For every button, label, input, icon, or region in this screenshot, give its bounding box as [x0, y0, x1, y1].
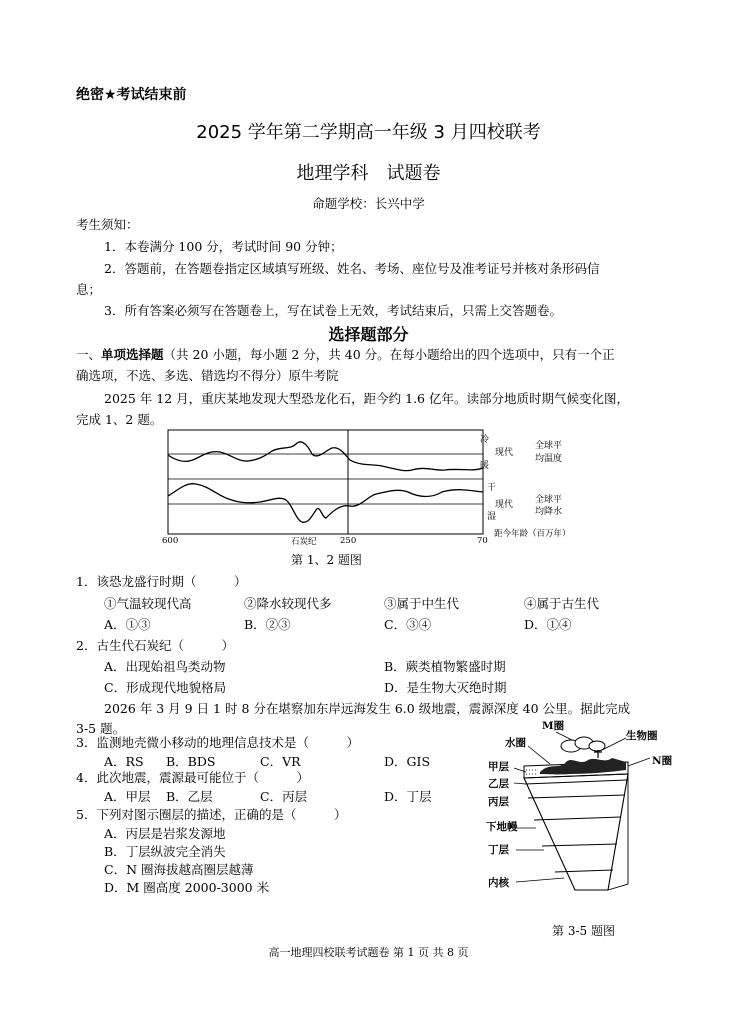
label-wet: 湿: [487, 512, 497, 522]
notice-heading: 考生须知：: [76, 217, 139, 232]
label-precip-line2: 均降水: [535, 507, 563, 517]
confidential-mark: 绝密★考试结束前: [76, 87, 187, 103]
passage1-line2: 完成 1、2 题。: [76, 412, 163, 427]
temperature-curve: [168, 442, 483, 471]
q4-choice-a: A．甲层: [104, 789, 151, 804]
setter-school: 命题学校：长兴中学: [312, 196, 425, 211]
tick-600: 600: [162, 536, 179, 546]
q4-stem: 4．此次地震，震源最可能位于（ ）: [76, 770, 309, 785]
figure1-caption: 第 1、2 题图: [291, 553, 362, 567]
q3-choice-c: C．VR: [260, 754, 301, 769]
passage2-line2: 3-5 题。: [76, 721, 126, 736]
boundary-yi-bing: [528, 795, 625, 798]
q5-choice-c: C．N 圈海拔越高圈层越薄: [104, 862, 254, 877]
q1-opt-1: ①气温较现代高: [104, 596, 192, 611]
notice-item-2-cont: 息；: [76, 282, 102, 297]
q4-choice-c: C．丙层: [260, 789, 308, 804]
figure2-caption: 第 3-5 题图: [552, 924, 615, 938]
q3-choice-a: A．RS: [104, 754, 144, 769]
label-modern-temp: 现代: [495, 448, 514, 458]
page-footer: 高一地理四校联考试题卷 第 1 页 共 8 页: [268, 946, 469, 959]
q3-choice-d: D．GIS: [384, 754, 431, 769]
passage1-line1: 2025 年 12 月，重庆某地发现大型恐龙化石，距今约 1.6 亿年。读部分地质时期气候变化图，: [104, 391, 629, 406]
climate-change-figure: [150, 426, 620, 548]
q2-choice-b: B．蕨类植物繁盛时期: [384, 659, 506, 674]
q5-stem: 5．下列对图示圈层的描述，正确的是（ ）: [76, 807, 347, 822]
label-layer-yi: 乙层: [488, 778, 509, 790]
q1-opt-4: ④属于古生代: [524, 596, 600, 611]
label-temp-line2: 均温度: [535, 454, 563, 464]
label-precip-line1: 全球平: [535, 495, 563, 505]
label-layer-jia: 甲层: [488, 761, 509, 773]
exam-subtitle: 地理学科 试题卷: [296, 163, 441, 184]
q1-opt-2: ②降水较现代多: [244, 596, 332, 611]
section-intro-line2: 确选项，不选、多选、错选均不得分）原牛考院: [76, 368, 339, 383]
label-dry: 干: [487, 483, 497, 493]
passage2-line1: 2026 年 3 月 9 日 1 时 8 分在堪察加东岸远海发生 6.0 级地震，震源深度 40 公里。据此完成: [104, 701, 631, 716]
tick-250: 250: [340, 536, 357, 546]
q1-choice-b: B．②③: [244, 617, 291, 632]
q4-choice-d: D．丁层: [384, 789, 432, 804]
q1-choice-c: C．③④: [384, 617, 432, 632]
label-modern-precip: 现代: [495, 500, 514, 510]
notice-item-2: 2．答题前，在答题卷指定区域填写班级、姓名、考场、座位号及准考证号并核对条形码信: [104, 261, 600, 276]
q5-choice-d: D．M 圈高度 2000-3000 米: [104, 880, 270, 895]
q2-choice-a: A．出现始祖鸟类动物: [104, 659, 226, 674]
label-temp-line1: 全球平: [535, 441, 563, 451]
q3-choice-b: B．BDS: [166, 754, 216, 769]
label-warm: 暖: [480, 461, 490, 471]
q5-choice-a: A．丙层是岩浆发源地: [104, 826, 226, 841]
label-m-circle: M圈: [542, 720, 565, 732]
label-biosphere: 生物圈: [626, 730, 658, 742]
q4-choice-b: B．乙层: [166, 789, 213, 804]
q1-opt-3: ③属于中生代: [384, 596, 460, 611]
label-layer-ding: 丁层: [488, 844, 509, 856]
boundary-mantle: [534, 817, 621, 820]
q2-choice-d: D．是生物大灭绝时期: [384, 680, 507, 695]
q3-stem: 3．监测地壳微小移动的地理信息技术是（ ）: [76, 735, 359, 750]
q1-choice-d: D．①④: [524, 617, 572, 632]
label-cold: 冷: [480, 435, 490, 445]
q2-choice-c: C．形成现代地貌格局: [104, 680, 227, 695]
label-layer-bing: 丙层: [488, 796, 509, 808]
notice-item-1: 1．本卷满分 100 分，考试时间 90 分钟；: [104, 239, 343, 254]
tick-70: 70: [477, 536, 488, 546]
q5-choice-b: B．丁层纵波完全消失: [104, 844, 226, 859]
label-n-circle: N圈: [652, 755, 673, 767]
label-hydrosphere: 水圈: [505, 737, 526, 749]
exam-title: 2025 学年第二学期高一年级 3 月四校联考: [196, 122, 541, 143]
label-inner-core: 内核: [488, 877, 509, 889]
precipitation-curve: [168, 484, 483, 523]
cloud-shapes: [561, 737, 605, 752]
section-title: 选择题部分: [328, 325, 409, 344]
boundary-core: [542, 844, 617, 846]
wedge-outline: [524, 774, 628, 890]
axis-label: 距今年龄（百万年）: [494, 529, 571, 539]
notice-item-3: 3．所有答案必须写在答题卷上，写在试卷上无效，考试结束后，只需上交答题卷。: [104, 303, 562, 318]
q1-choice-a: A．①③: [104, 617, 151, 632]
earth-layers-figure: [480, 712, 680, 922]
section-intro-line1: 一、单项选择题（共 20 小题，每小题 2 分，共 40 分。在每小题给出的四个选项中，只有一个正: [76, 347, 615, 362]
label-lower-mantle: 下地幔: [486, 821, 518, 833]
tick-carboniferous: 石炭纪: [291, 537, 317, 547]
boundary-jia-yi: [525, 780, 627, 784]
boundary-inner-core: [555, 870, 613, 872]
q1-stem: 1．该恐龙盛行时期（ ）: [76, 574, 247, 589]
q2-stem: 2．古生代石炭纪（ ）: [76, 638, 234, 653]
